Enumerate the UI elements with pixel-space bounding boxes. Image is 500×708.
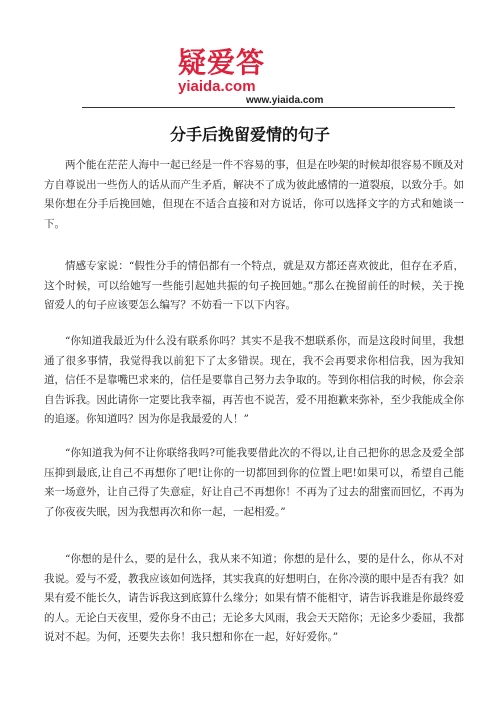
paragraph-expert: 情感专家说：“假性分手的情侣都有一个特点，就是双方都还喜欢彼此，但存在矛盾，这个时候，可以给她写一些能引起她共振的句子挽回她。”那么在挽留前任的时候，关于挽留爱人的句子应该要怎么编写？不妨看一下以下内容。 xyxy=(44,260,464,311)
header-divider xyxy=(82,107,455,108)
paragraph-intro: 两个能在茫茫人海中一起已经是一件不容易的事，但是在吵架的时候却很容易不顾及对方自尊说出一些伤人的话从而产生矛盾，解决不了成为彼此感情的一道裂痕，以致分手。如果你想在分手后挽回她，但现在不适合直接和对方说话，你可以选择文字的方式和她谈一下。 xyxy=(44,159,464,230)
paragraph-quote-1: “你知道我最近为什么没有联系你吗？其实不是我不想联系你，而是这段时间里，我想通了很多事情，我觉得我以前犯下了太多错误。现在，我不会再要求你相信我，因为我知道，信任不是靠嘴巴求来的，信任是要靠自己努力去争取的。等到你相信我的时候，你会亲自告诉我。因此请你一定要比我幸福，再苦也不说苦，爱不用抱歉来弥补，至少我能成全你的追逐。你知道吗？因为你是我最爱的人！” xyxy=(44,335,464,425)
site-url[interactable]: www.yiaida.com xyxy=(246,95,324,106)
paragraph-quote-3: “你想的是什么，要的是什么，我从来不知道；你想的是什么，要的是什么，你从不对我说。爱与不爱，教我应该如何选择，其实我真的好想明白，在你冷漠的眼中是否有我？如果有爱不能长久，请告诉我这到底算什么缘分；如果有情不能相守，请告诉我谁是你最终爱的人。无论白天夜里，爱你身不由己；无论多大风雨，我会天天陪你；无论多少委屈，我都说对不起。为何，还要失去你！我只想和你在一起，好好爱你。” xyxy=(44,553,464,643)
page-title: 分手后挽留爱情的句子 xyxy=(169,124,330,144)
site-logo[interactable] xyxy=(178,48,328,94)
logo-domain-text: yiaida.com xyxy=(178,78,256,95)
paragraph-quote-2: “你知道我为何不让你联络我吗?可能我要借此次的不得以,让自己把你的思念及爱全部压抑到最底,让自己不再想你了吧!让你的一切都回到你的位置上吧!如果可以，希望自己能来一场意外，让自己得了失意症，好让自己不再想你！不再为了过去的甜蜜而回忆，不再为了你夜夜失眠，因为我想再次和你一起，一起相爱。” xyxy=(44,447,464,518)
logo-chinese-text: 疑爱答 xyxy=(178,46,266,79)
